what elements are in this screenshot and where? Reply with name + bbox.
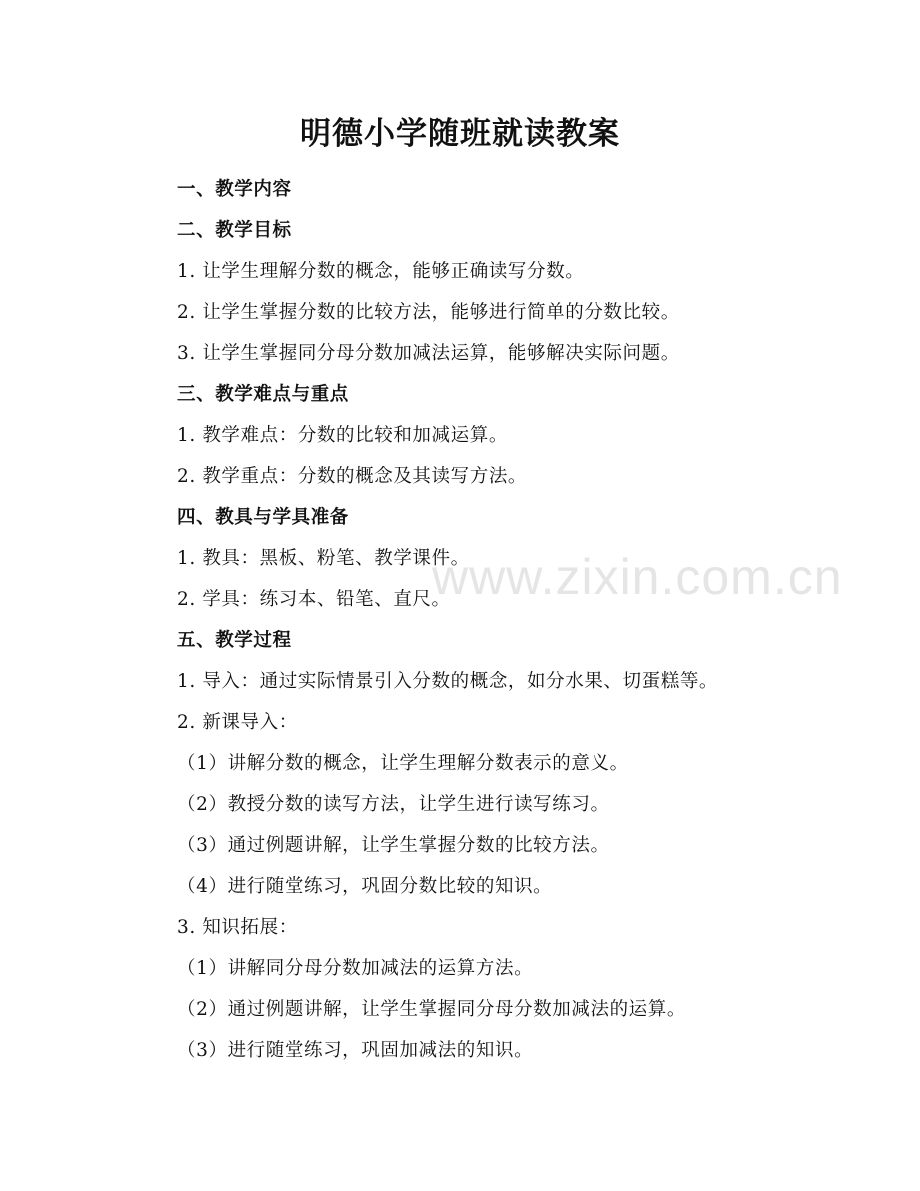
heading-teaching-content: 一、教学内容 — [177, 179, 292, 200]
document-title: 明德小学随班就读教案 — [300, 116, 620, 152]
process-item-intro: 1. 导入：通过实际情景引入分数的概念，如分水果、切蛋糕等。 — [177, 671, 719, 692]
heading-teaching-process: 五、教学过程 — [177, 630, 292, 651]
new-lesson-sub-1: （1）讲解分数的概念，让学生理解分数表示的意义。 — [177, 753, 629, 774]
extension-sub-1: （1）讲解同分母分数加减法的运算方法。 — [177, 958, 534, 979]
new-lesson-sub-3: （3）通过例题讲解，让学生掌握分数的比较方法。 — [177, 835, 610, 856]
goal-item-1: 1. 让学生理解分数的概念，能够正确读写分数。 — [177, 261, 585, 282]
watermark: www.zixin.com.cn — [432, 549, 843, 605]
process-item-extension: 3. 知识拓展： — [177, 917, 298, 938]
heading-teaching-goals: 二、教学目标 — [177, 220, 292, 241]
new-lesson-sub-4: （4）进行随堂练习，巩固分数比较的知识。 — [177, 876, 553, 897]
extension-sub-3: （3）进行随堂练习，巩固加减法的知识。 — [177, 1040, 534, 1061]
difficulty-item: 1. 教学难点：分数的比较和加减运算。 — [177, 425, 508, 446]
new-lesson-sub-2: （2）教授分数的读写方法，让学生进行读写练习。 — [177, 794, 610, 815]
goal-item-2: 2. 让学生掌握分数的比较方法，能够进行简单的分数比较。 — [177, 302, 680, 323]
key-point-item: 2. 教学重点：分数的概念及其读写方法。 — [177, 466, 528, 487]
student-aids-item: 2. 学具：练习本、铅笔、直尺。 — [177, 589, 451, 610]
teacher-aids-item: 1. 教具：黑板、粉笔、教学课件。 — [177, 548, 470, 569]
heading-difficulties-key-points: 三、教学难点与重点 — [177, 384, 349, 405]
goal-item-3: 3. 让学生掌握同分母分数加减法运算，能够解决实际问题。 — [177, 343, 680, 364]
heading-teaching-aids: 四、教具与学具准备 — [177, 507, 349, 528]
process-item-new-lesson: 2. 新课导入： — [177, 712, 298, 733]
extension-sub-2: （2）通过例题讲解，让学生掌握同分母分数加减法的运算。 — [177, 999, 686, 1020]
